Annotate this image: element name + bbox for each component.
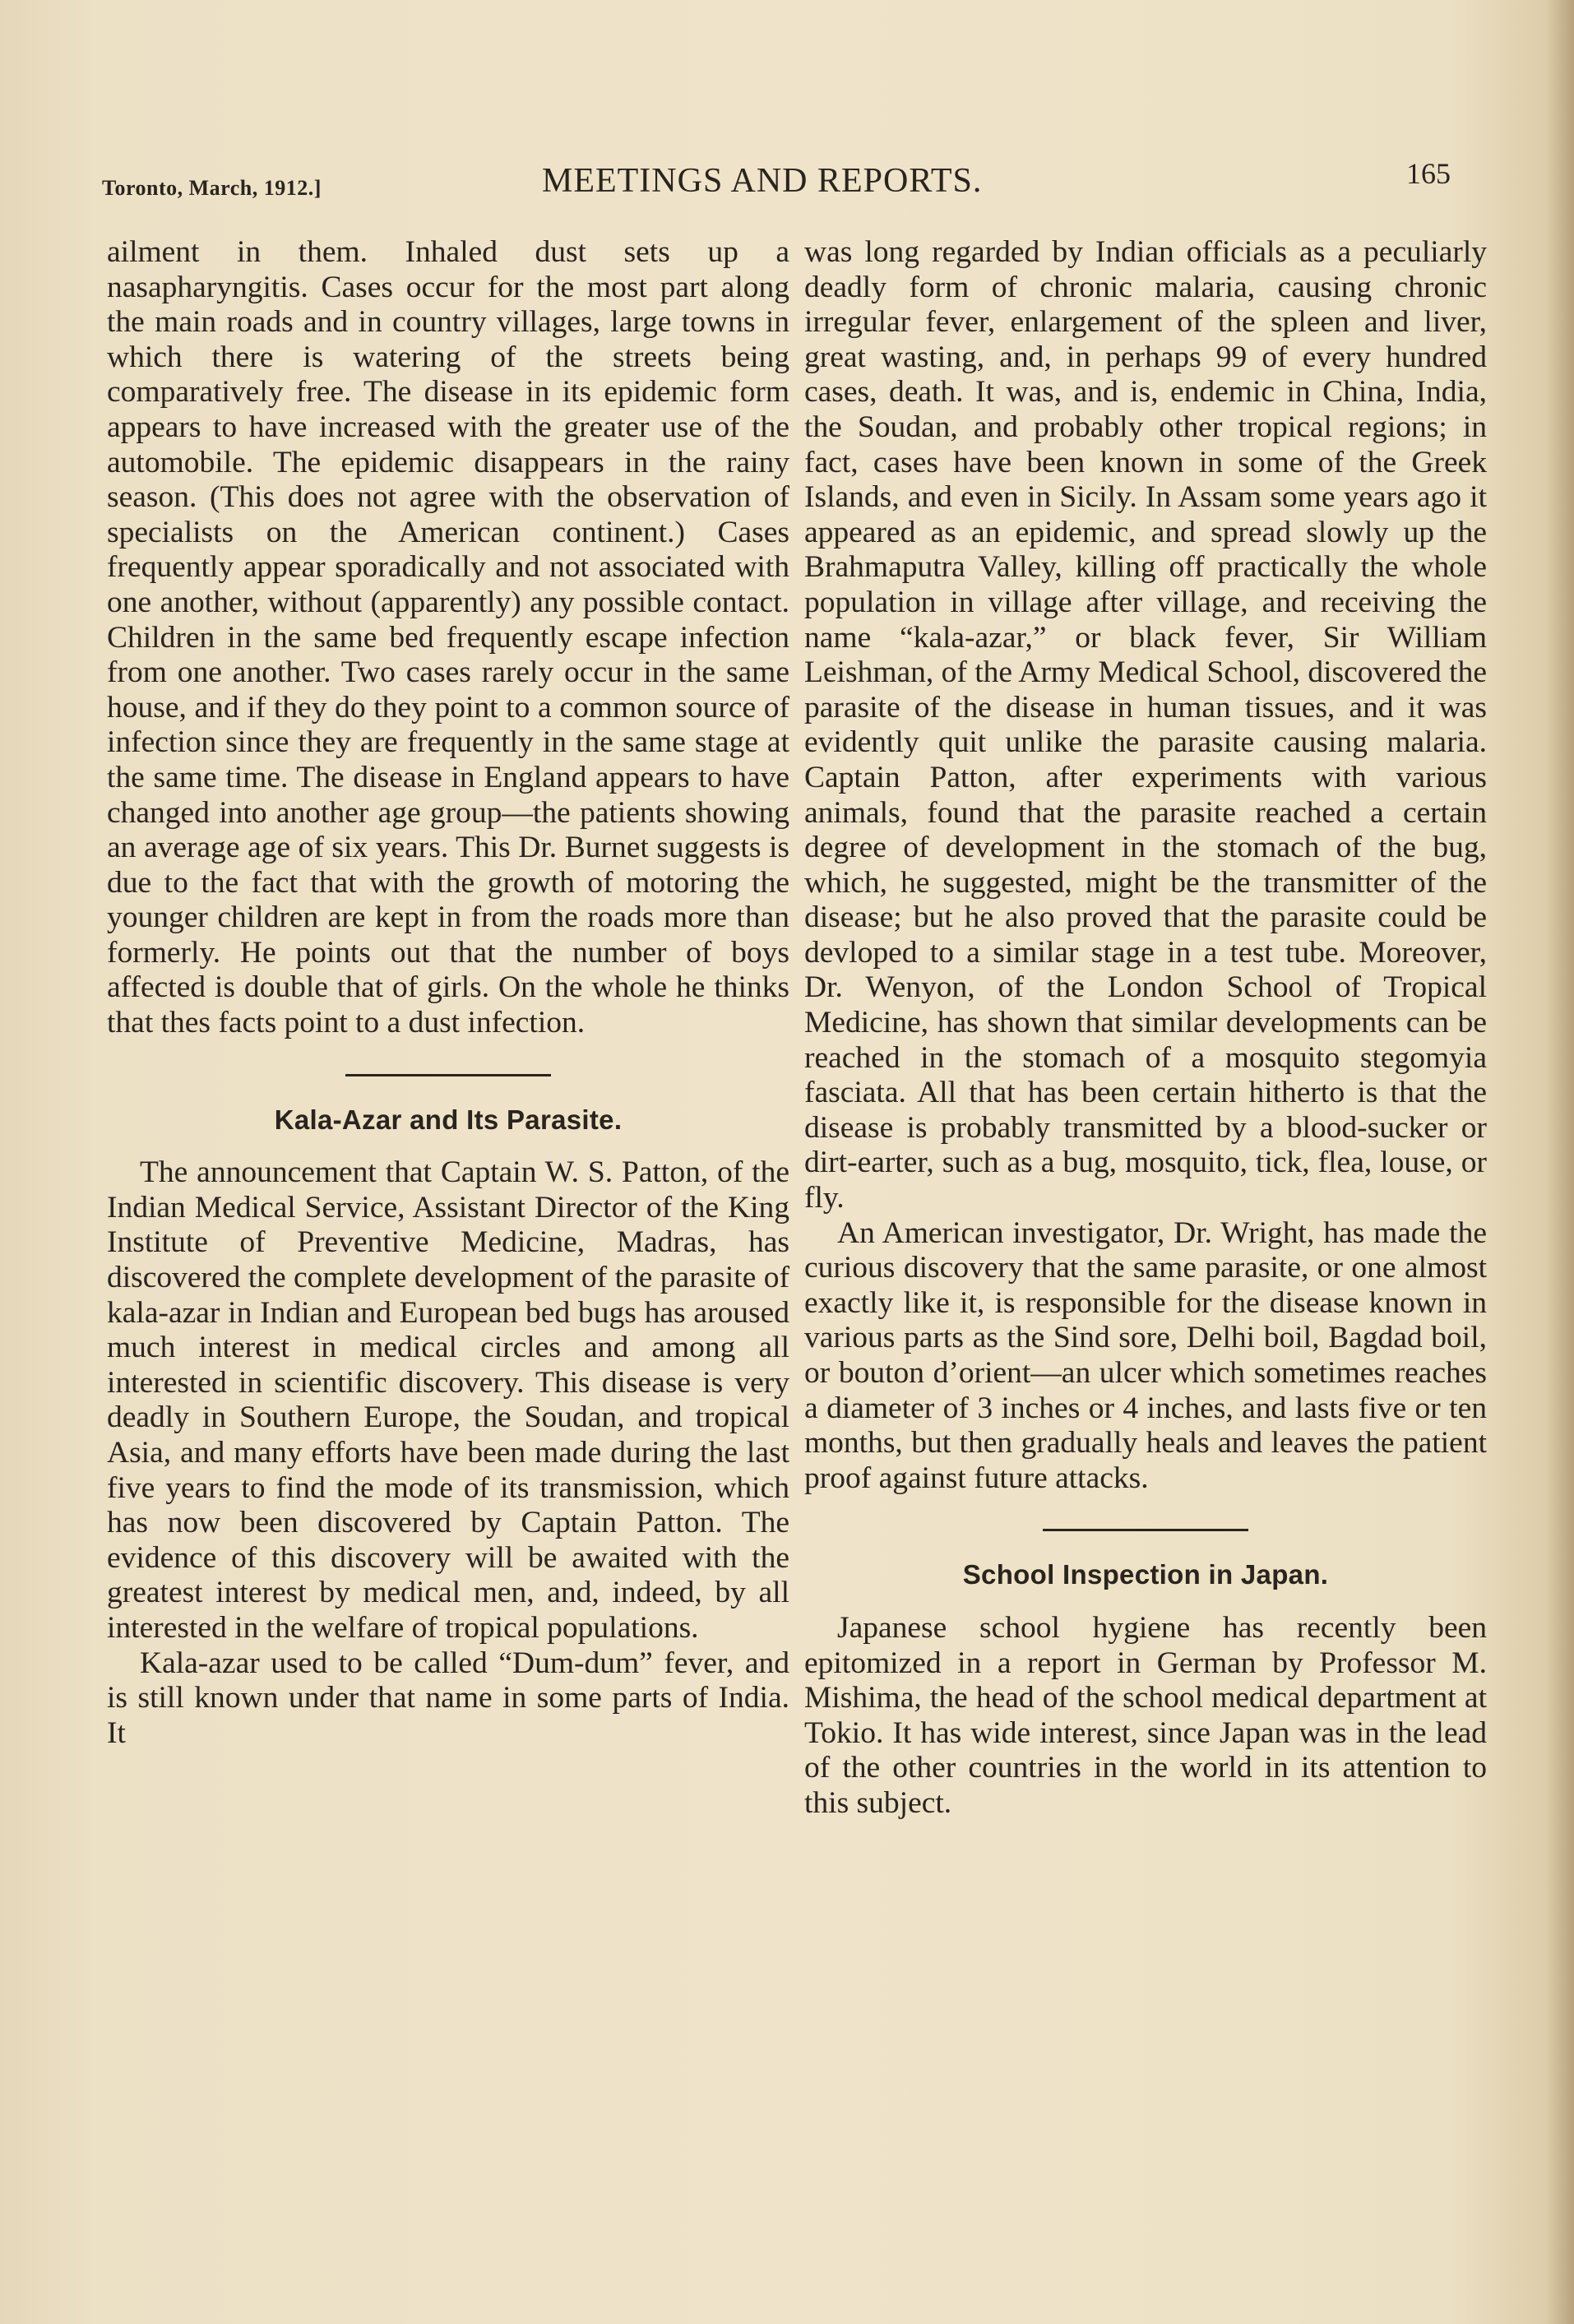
header-dateline: Toronto, March, 1912.] (102, 176, 322, 200)
section-title-kala-azar: Kala-Azar and Its Parasite. (274, 1104, 623, 1135)
paragraph-japanese-hygiene: Japanese school hygiene has recently been epitomized in a report in German by Professor M. Mishima, the head of the school medical department at Tokio. It has wide interest, since Japan was in the lead of the other countries in the world in its attention to this subject. (804, 1610, 1487, 1820)
section-divider (1043, 1529, 1248, 1531)
page-number: 165 (1406, 157, 1451, 190)
section-divider (345, 1074, 551, 1076)
right-column (804, 235, 1487, 1822)
left-column (107, 235, 789, 1751)
section-title-school-inspection: School Inspection in Japan. (962, 1559, 1329, 1590)
paragraph-kala-azar-history: was long regarded by Indian officials as a peculiarly deadly form of chronic malaria, causing chronic irregular fever, enlargement of the spleen and liver, great wasting, and, in perhaps 99 of every hundred cases, death. It was, and is, endemic in China, India, the Soudan, and probably other tropical regions; in fact, cases have been known in some of the Greek Islands, and even in Sicily. In Assam some years ago it appeared as an epidemic, and spread slowly up the Brahmaputra Valley, killing off practically the whole population in village after village, and receiving the name “kala-azar,” or black fever, Sir William Leishman, of the Army Medical School, discovered the parasite of the disease in human tissues, and it was evidently quit unlike the parasite causing malaria. Captain Patton, after experiments with various animals, found that the parasite reached a certain degree of development in the stomach of the bug, which, he suggested, might be the transmitter of the disease; but he also proved that the parasite could be devloped to a similar stage in a test tube. Moreover, Dr. Wenyon, of the London School of Tropical Medicine, has shown that similar developments can be reached in the stomach of a mosquito stegomyia fasciata. All that has been certain hitherto is that the disease is probably transmitted by a blood-sucker or dirt-earter, such as a bug, mosquito, tick, flea, louse, or fly. (804, 235, 1487, 1215)
header-title: MEETINGS AND REPORTS. (542, 162, 983, 200)
paragraph-patton-announcement: The announcement that Captain W. S. Patton, of the Indian Medical Service, Assistant Director of the King Institute of Preventive Medicine, Madras, has discovered the complete development of the parasite of kala-azar in Indian and European bed bugs has aroused much interest in medical circles and among all interested in scientific discovery. This disease is very deadly in Southern Europe, the Soudan, and tropical Asia, and many efforts have been made during the last five years to find the mode of its transmission, which has now been discovered by Captain Patton. The evidence of this discovery will be awaited with the greatest interest by medical men, and, indeed, by all interested in the welfare of tropical populations. (107, 1155, 789, 1645)
running-header (102, 156, 1451, 206)
page-edge-shadow (1546, 0, 1574, 2324)
paragraph-dum-dum-fever: Kala-azar used to be called “Dum-dum” fever, and is still known under that name in some parts of India. It (107, 1646, 789, 1750)
paragraph-dust-infection: ailment in them. Inhaled dust sets up a nasapharyngitis. Cases occur for the most part along the main roads and in country villages, large towns in which there is watering of the streets being comparatively free. The disease in its epidemic form appears to have increased with the greater use of the automobile. The epidemic disappears in the rainy season. (This does not agree with the observation of specialists on the American continent.) Cases frequently appear sporadically and not associated with one another, without (apparently) any possible contact. Children in the same bed frequently escape infection from one another. Two cases rarely occur in the same house, and if they do they point to a common source of infection since they are frequently in the same stage at the same time. The disease in England appears to have changed into another age group—the patients showing an average age of six years. This Dr. Burnet suggests is due to the fact that with the growth of motoring the younger children are kept in from the roads more than formerly. He points out that the number of boys affected is double that of girls. On the whole he thinks that thes facts point to a dust infection. (107, 235, 789, 1040)
paragraph-wright-discovery: An American investigator, Dr. Wright, has made the curious discovery that the same parasite, or one almost exactly like it, is responsible for the disease known in various parts as the Sind sore, Delhi boil, Bagdad boil, or bouton d’orient—an ulcer which sometimes reaches a diameter of 3 inches or 4 inches, and lasts five or ten months, but then gradually heals and leaves the patient proof against future attacks. (804, 1215, 1487, 1495)
